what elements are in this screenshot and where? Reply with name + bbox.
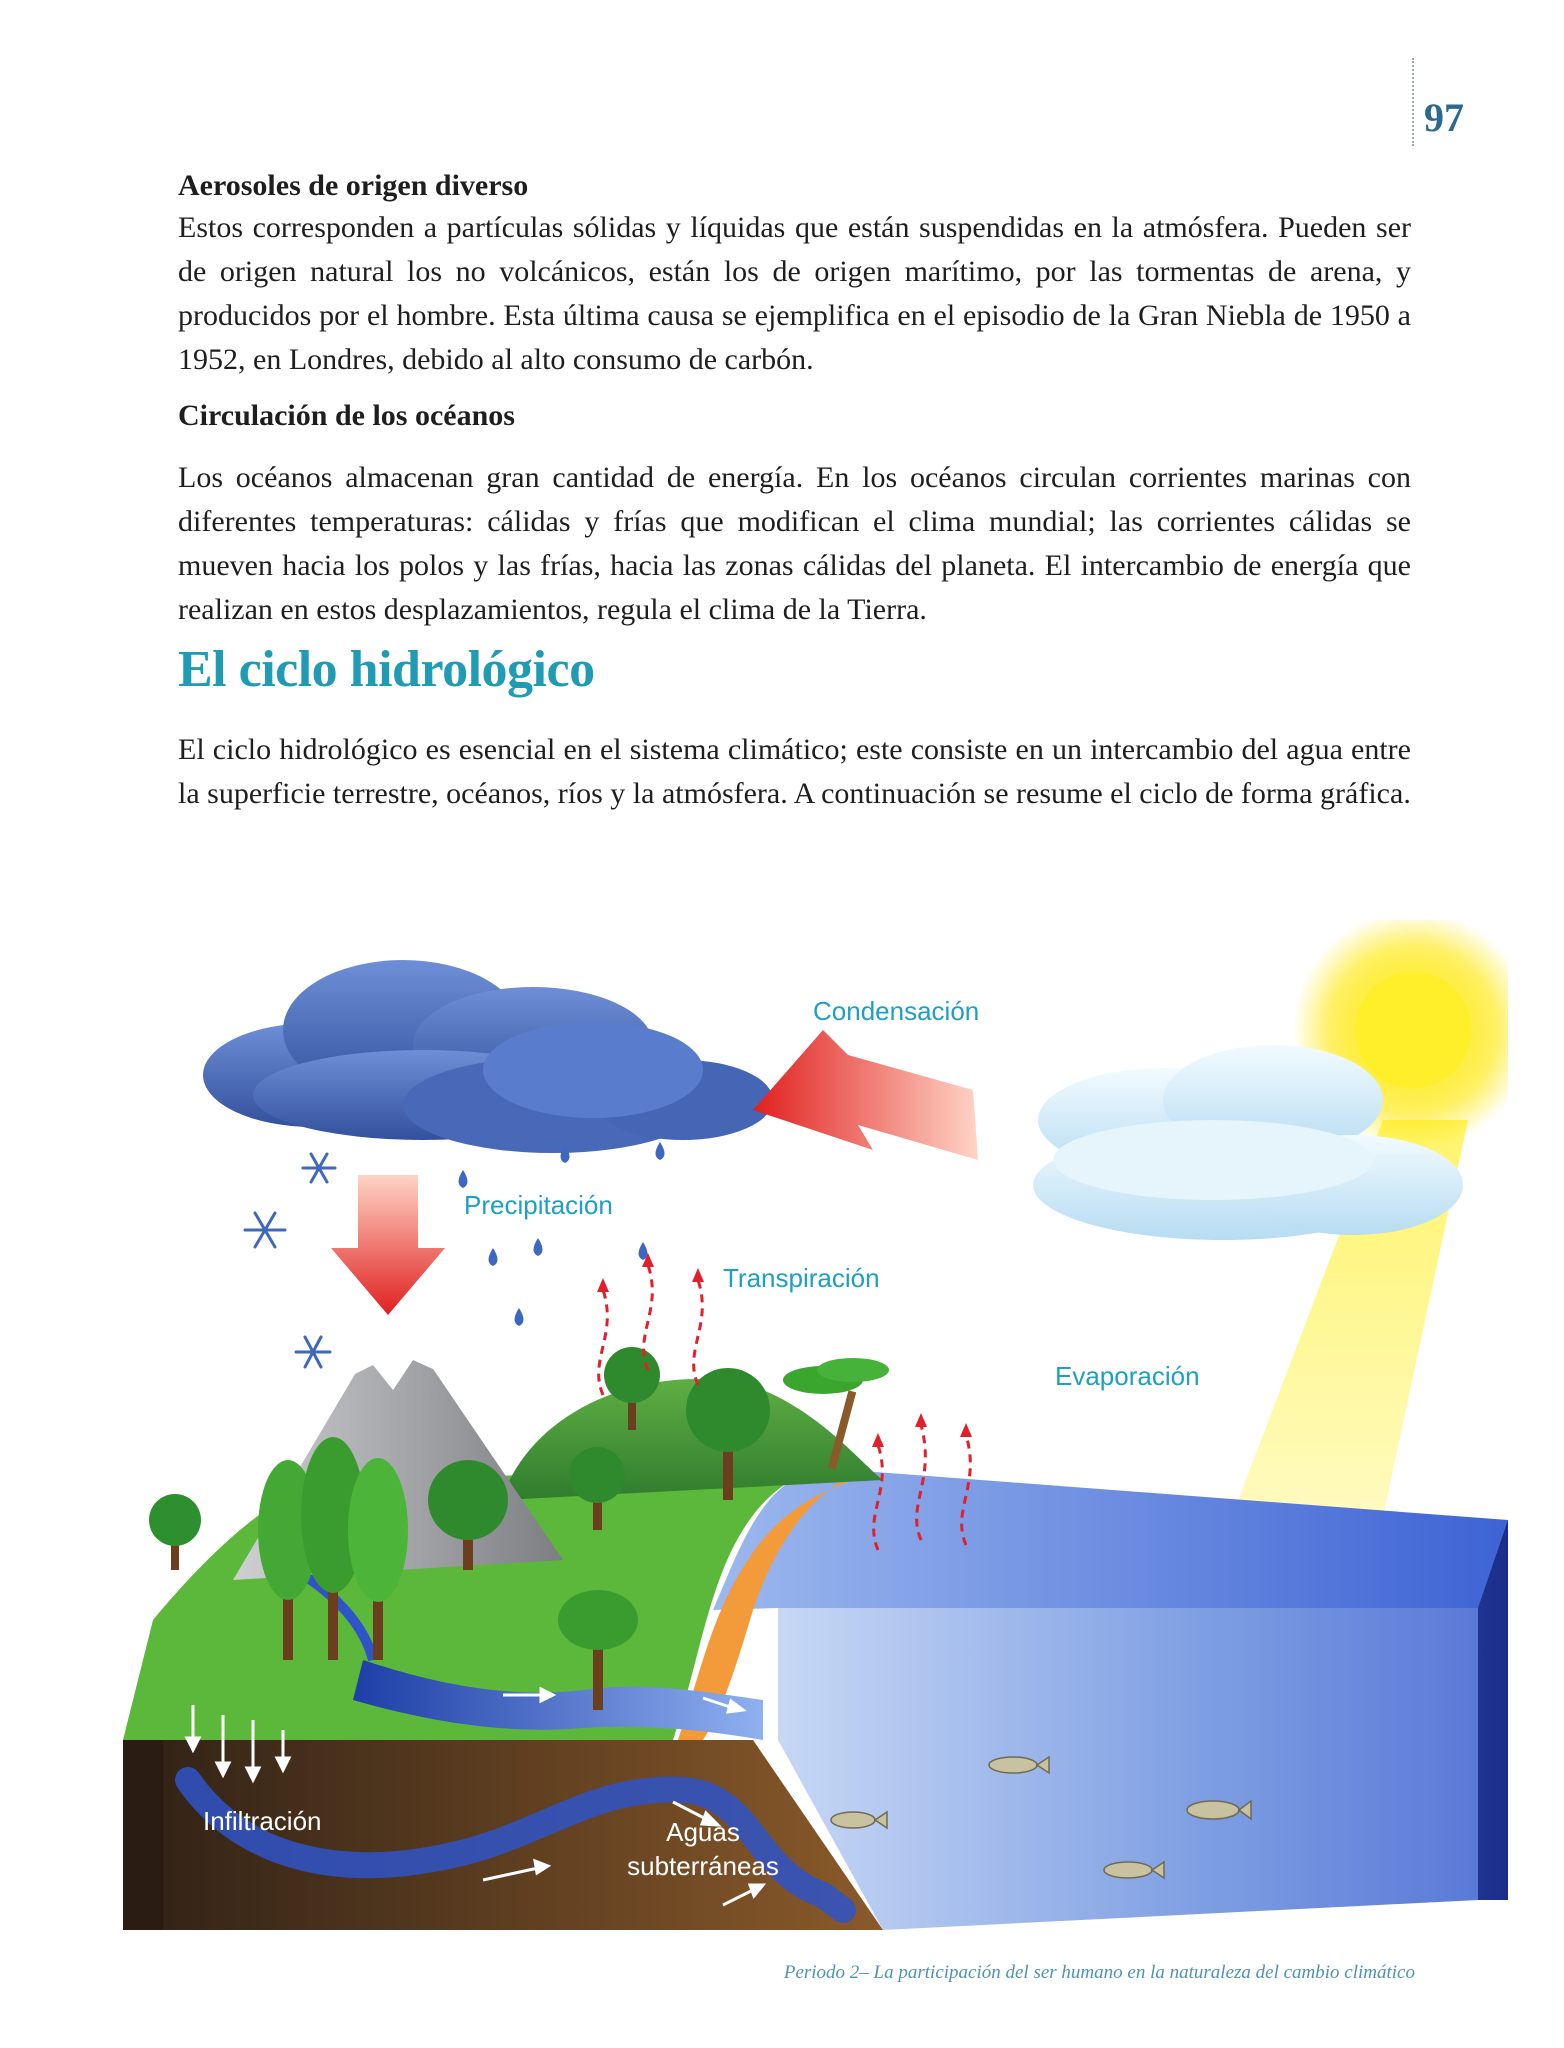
page-footer: Periodo 2– La participación del ser humano en la naturaleza del cambio climático	[783, 1962, 1415, 1983]
condensation-arrow-icon	[753, 1030, 978, 1160]
section-heading-aerosols: Aerosoles de origen diverso	[178, 169, 529, 202]
label-transpiration: Transpiración	[723, 1263, 880, 1293]
label-infiltration: Infiltración	[203, 1806, 322, 1836]
water-cycle-illustration	[123, 920, 1508, 1930]
label-evaporation: Evaporación	[1055, 1361, 1200, 1391]
section-body-ocean-circulation: Los océanos almacenan gran cantidad de energía. En los océanos circulan corrientes marinas con diferentes temperaturas: cálidas y frías que modifican el clima mundial; las corrientes cálidas se mueven hacia los polos y las frías, hacia las zonas cálidas del planeta. El intercambio de energía que realizan en estos desplazamientos, regula el clima de la Tierra.	[178, 461, 1411, 626]
precipitation-arrow-icon	[331, 1175, 445, 1315]
evaporation-arrowheads	[872, 1413, 972, 1447]
section-body-hydrological-cycle: El ciclo hidrológico es esencial en el sistema climático; este consiste en un intercambio del agua entre la superficie terrestre, océanos, ríos y la atmósfera. A continuación se resume el ciclo de forma gráfica.	[178, 733, 1411, 810]
rain-cloud-icon	[203, 960, 773, 1153]
page-content	[178, 166, 1411, 816]
label-groundwater-line1: Aguas	[666, 1817, 740, 1847]
snowflake-icon	[245, 1154, 335, 1367]
label-precipitation: Precipitación	[464, 1190, 613, 1220]
raindrop-icon	[459, 1142, 665, 1326]
water-cycle-diagram	[123, 920, 1508, 1930]
label-groundwater	[618, 1815, 788, 1883]
label-groundwater-line2: subterráneas	[627, 1851, 779, 1881]
page-number-rule	[1412, 58, 1414, 146]
section-body-aerosols: Estos corresponden a partículas sólidas y líquidas que están suspendidas en la atmósfera. Pueden ser de origen natural los no volcánicos, están los de origen marítimo, por las tormentas de arena, y producidos por el hombre. Esta última causa se ejemplifica en el episodio de la Gran Niebla de 1950 a 1952, en Londres, debido al alto consumo de carbón.	[178, 211, 1411, 376]
section-heading-ocean-circulation: Circulación de los océanos	[178, 399, 515, 432]
section-heading-hydrological-cycle: El ciclo hidrológico	[178, 641, 595, 698]
page-number: 97	[1424, 95, 1464, 140]
label-condensation: Condensación	[813, 996, 980, 1026]
